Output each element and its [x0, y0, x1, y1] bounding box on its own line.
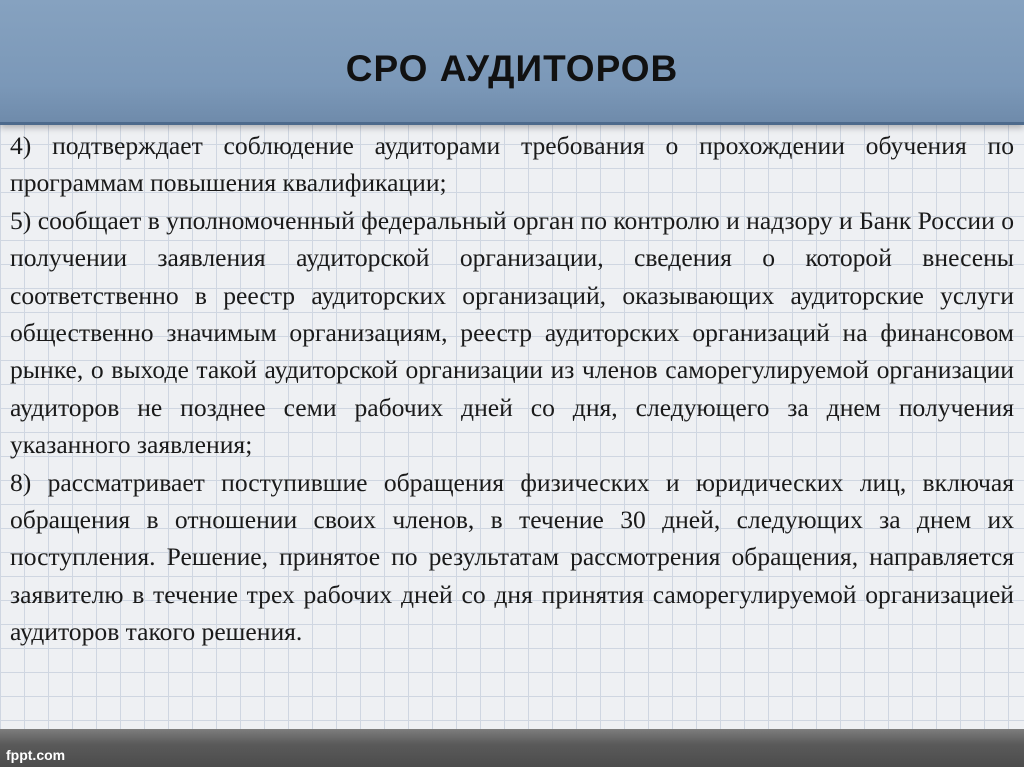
watermark-label: fppt.com — [6, 747, 66, 763]
paragraph-item-4: 4) подтверждает соблюдение аудиторами требования о прохождении обучения по программам повышения квалификации; — [10, 131, 1014, 198]
paragraph-item-5: 5) сообщает в уполномоченный федеральный орган по контролю и надзору и Банк России о получении заявления аудиторской организации, сведения о которой внесены соответственно в реестр аудиторских организаций, оказывающих аудиторские услуги общественно значимым организациям, реестр аудиторских организаций на финансовом рынке, о выходе такой аудиторской организации из членов саморегулируемой организации аудиторов не позднее семи рабочих дней со дня, следующего за днем получения указанного заявления; — [10, 205, 1014, 460]
paragraph-item-8: 8) рассматривает поступившие обращения физических и юридических лиц, включая обращения в отношении своих членов, в течение 30 дней, следующих за днем их поступления. Решение, принятое по результатам рассмотрения обращения, направляется заявителю в течение трех рабочих дней со дня принятия саморегулируемой организацией аудиторов такого решения. — [10, 467, 1014, 647]
slide-title: СРО АУДИТОРОВ — [345, 48, 679, 89]
footer-bar — [0, 729, 1024, 767]
slide-body — [10, 127, 1014, 651]
header-band — [0, 0, 1024, 125]
